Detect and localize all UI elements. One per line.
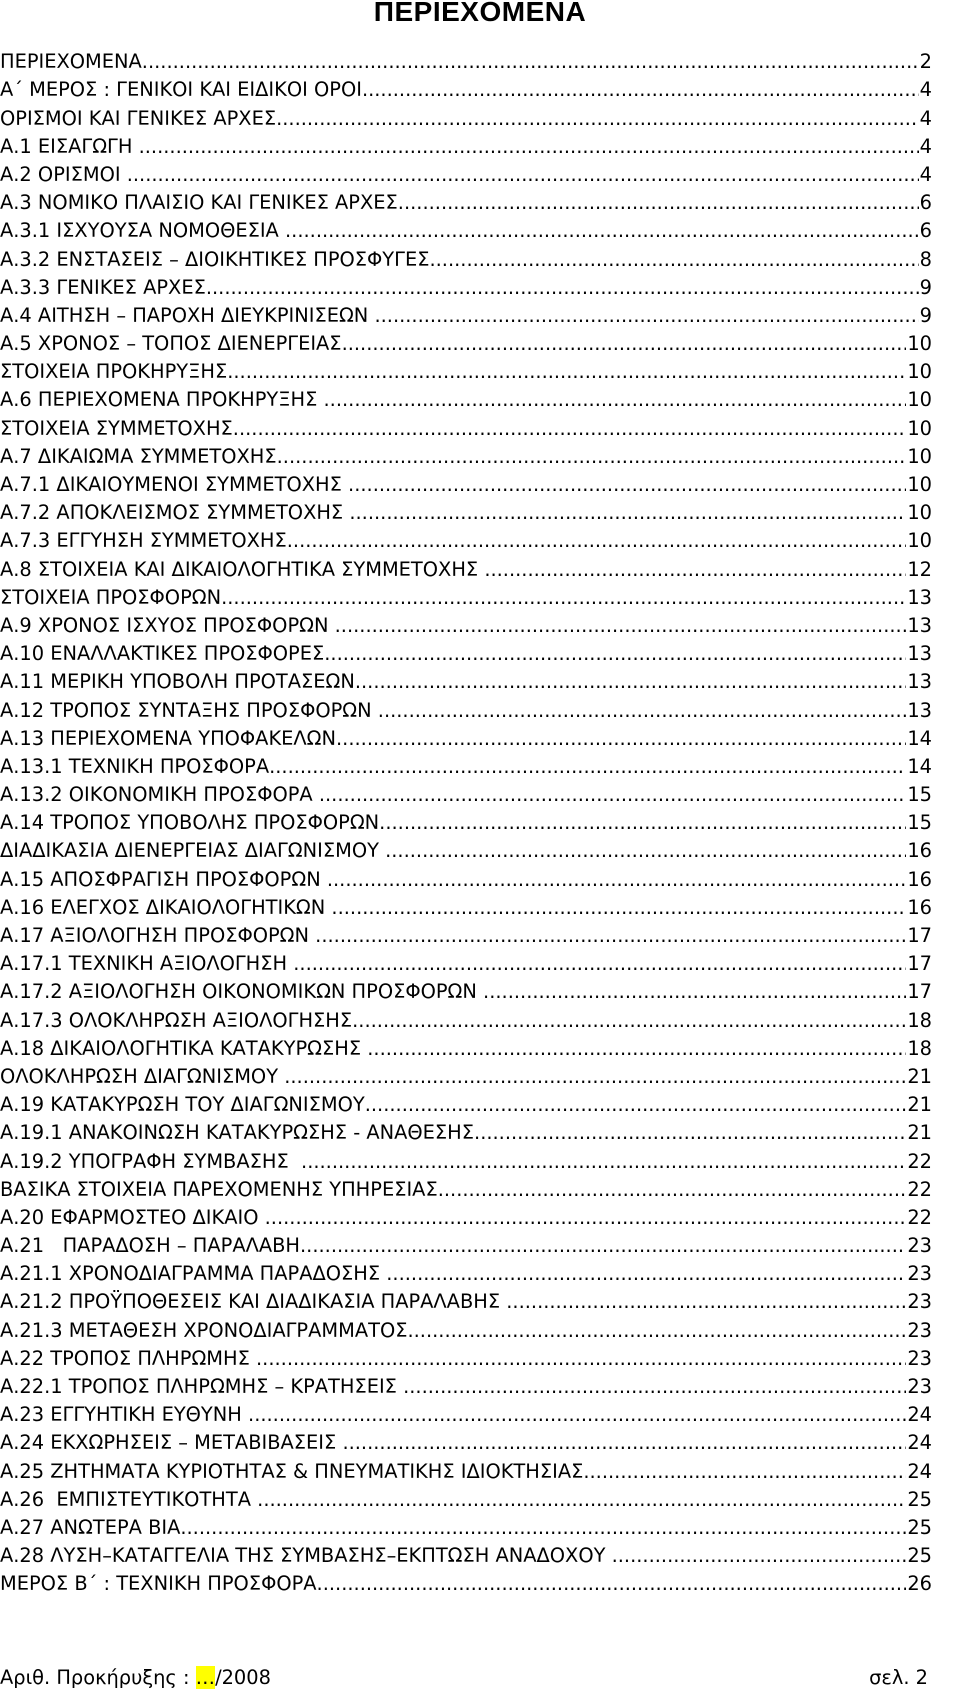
toc-entry[interactable] bbox=[0, 214, 932, 242]
toc-entry-label: ΔΙΑΔΙΚΑΣΙΑ ΔΙΕΝΕΡΓΕΙΑΣ ΔΙΑΓΩΝΙΣΜΟΥ bbox=[0, 839, 386, 863]
toc-dot-leader bbox=[301, 1151, 906, 1173]
toc-dot-leader bbox=[355, 671, 906, 693]
toc-entry[interactable] bbox=[0, 919, 932, 947]
toc-entry-page: 10 bbox=[907, 388, 932, 412]
toc-dot-leader bbox=[319, 784, 906, 806]
toc-entry-page: 10 bbox=[907, 473, 932, 496]
toc-dot-leader bbox=[277, 446, 907, 468]
toc-dot-leader bbox=[386, 1263, 906, 1285]
toc-entry[interactable] bbox=[0, 1173, 932, 1201]
toc-entry-page: 22 bbox=[907, 1205, 932, 1229]
toc-dot-leader bbox=[180, 1517, 906, 1539]
toc-entry-page: 26 bbox=[907, 1572, 932, 1596]
toc-entry-label: Α.13 ΠΕΡΙΕΧΟΜΕΝΑ ΥΠΟΦΑΚΕΛΩΝ bbox=[0, 726, 336, 750]
toc-dot-leader bbox=[221, 587, 906, 609]
toc-entry[interactable] bbox=[0, 440, 932, 468]
toc-entry[interactable] bbox=[0, 862, 932, 890]
toc-entry[interactable] bbox=[0, 1116, 932, 1144]
toc-entry[interactable] bbox=[0, 1483, 932, 1511]
toc-dot-leader bbox=[367, 1038, 906, 1060]
toc-dot-leader bbox=[300, 1235, 906, 1257]
toc-entry-label: ΟΡΙΣΜΟΙ ΚΑΙ ΓΕΝΙΚΕΣ ΑΡΧΕΣ bbox=[0, 106, 277, 130]
toc-entry-page: 2 bbox=[919, 50, 932, 74]
toc-entry[interactable] bbox=[0, 158, 932, 186]
toc-entry-label: ΜΕΡΟΣ Β΄ : ΤΕΧΝΙΚΗ ΠΡΟΣΦΟΡΑ bbox=[0, 1572, 317, 1596]
toc-entry-page: 13 bbox=[907, 613, 932, 637]
toc-entry-label: Α.11 ΜΕΡΙΚΗ ΥΠΟΒΟΛΗ ΠΡΟΤΑΣΕΩΝ bbox=[0, 670, 355, 694]
toc-entry[interactable] bbox=[0, 806, 932, 834]
toc-entry-page: 23 bbox=[907, 1375, 932, 1398]
toc-entry-label: Α.19.1 ΑΝΑΚΟΙΝΩΣΗ ΚΑΤΑΚΥΡΩΣΗΣ - ΑΝΑΘΕΣΗΣ bbox=[0, 1121, 475, 1145]
toc-entry[interactable] bbox=[0, 1539, 932, 1567]
toc-entry[interactable] bbox=[0, 609, 932, 637]
toc-dot-leader bbox=[248, 1404, 906, 1426]
toc-dot-leader bbox=[365, 1094, 907, 1116]
toc-entry[interactable] bbox=[0, 1003, 932, 1031]
toc-entry[interactable] bbox=[0, 73, 932, 101]
toc-entry-label: Α.7.1 ΔΙΚΑΙΟΥΜΕΝΟΙ ΣΥΜΜΕΤΟΧΗΣ bbox=[0, 473, 349, 496]
toc-entry[interactable] bbox=[0, 891, 932, 919]
toc-entry-page: 23 bbox=[907, 1346, 932, 1370]
toc-dot-leader bbox=[474, 1122, 906, 1144]
toc-entry-label: Α.19 ΚΑΤΑΚΥΡΩΣΗ ΤΟΥ ΔΙΑΓΩΝΙΣΜΟΥ bbox=[0, 1093, 365, 1117]
toc-entry-label: Α.17 ΑΞΙΟΛΟΓΗΣΗ ΠΡΟΣΦΟΡΩΝ bbox=[0, 924, 316, 947]
toc-entry-label: Α.22.1 ΤΡΟΠΟΣ ΠΛΗΡΩΜΗΣ – ΚΡΑΤΗΣΕΙΣ bbox=[0, 1375, 404, 1398]
toc-entry-page: 23 bbox=[907, 1290, 932, 1314]
page-footer bbox=[0, 1666, 928, 1690]
toc-entry[interactable] bbox=[0, 383, 932, 411]
footer-page-number: σελ. 2 bbox=[869, 1666, 928, 1689]
toc-dot-leader bbox=[438, 1179, 907, 1201]
toc-entry-label: Α.3.3 ΓΕΝΙΚΕΣ ΑΡΧΕΣ bbox=[0, 275, 206, 299]
toc-entry-page: 4 bbox=[919, 162, 932, 186]
toc-entry-label: Α.27 ΑΝΩΤΕΡΑ ΒΙΑ bbox=[0, 1515, 181, 1539]
toc-entry-label: Α.7.2 ΑΠΟΚΛΕΙΣΜΟΣ ΣΥΜΜΕΤΟΧΗΣ bbox=[0, 501, 350, 525]
toc-entry-page: 13 bbox=[907, 585, 932, 609]
toc-dot-leader bbox=[142, 51, 919, 73]
toc-entry-label: ΠΕΡΙΕΧΟΜΕΝΑ bbox=[0, 50, 142, 74]
toc-dot-leader bbox=[206, 277, 919, 299]
footer-reference bbox=[0, 1666, 271, 1690]
toc-entry-page: 22 bbox=[907, 1149, 932, 1173]
toc-entry-label: Α.16 ΕΛΕΓΧΟΣ ΔΙΚΑΙΟΛΟΓΗΤΙΚΩΝ bbox=[0, 895, 332, 919]
toc-entry-page: 25 bbox=[907, 1544, 932, 1568]
footer-reference-suffix: /2008 bbox=[215, 1666, 271, 1689]
toc-dot-leader bbox=[227, 361, 906, 383]
toc-dot-leader bbox=[612, 1545, 907, 1567]
toc-entry-label: Α.3.1 ΙΣΧΥΟΥΣΑ ΝΟΜΟΘΕΣΙΑ bbox=[0, 219, 285, 243]
toc-entry[interactable] bbox=[0, 299, 932, 327]
toc-entry-label: Α.9 ΧΡΟΝΟΣ ΙΣΧΥΟΣ ΠΡΟΣΦΟΡΩΝ bbox=[0, 613, 335, 637]
toc-dot-leader bbox=[407, 1320, 906, 1342]
page-title: ΠΕΡΙΕΧΟΜΕΝΑ bbox=[373, 0, 587, 27]
toc-entry[interactable] bbox=[0, 327, 932, 355]
toc-entry[interactable] bbox=[0, 1426, 932, 1454]
toc-dot-leader bbox=[403, 1376, 906, 1398]
toc-entry-page: 17 bbox=[907, 980, 932, 1004]
toc-entry-page: 17 bbox=[907, 924, 932, 947]
toc-dot-leader bbox=[483, 981, 906, 1003]
toc-entry-label: Α.24 ΕΚΧΩΡΗΣΕΙΣ – ΜΕΤΑΒΙΒΑΣΕΙΣ bbox=[0, 1431, 343, 1455]
toc-entry[interactable] bbox=[0, 693, 932, 721]
toc-entry[interactable] bbox=[0, 1201, 932, 1229]
toc-entry[interactable] bbox=[0, 1257, 932, 1285]
toc-entry[interactable] bbox=[0, 186, 932, 214]
toc-entry[interactable] bbox=[0, 1454, 932, 1482]
toc-entry-page: 21 bbox=[907, 1064, 932, 1088]
toc-entry[interactable] bbox=[0, 411, 932, 439]
toc-entry-page: 12 bbox=[907, 557, 932, 581]
toc-dot-leader bbox=[269, 756, 906, 778]
toc-entry-label: Α.17.1 ΤΕΧΝΙΚΗ ΑΞΙΟΛΟΓΗΣΗ bbox=[0, 952, 294, 976]
toc-entry[interactable] bbox=[0, 242, 932, 270]
toc-entry-page: 23 bbox=[907, 1318, 932, 1342]
toc-entry-page: 16 bbox=[907, 895, 932, 919]
toc-entry[interactable] bbox=[0, 1313, 932, 1341]
toc-entry-page: 17 bbox=[907, 952, 932, 976]
toc-entry-label: Α.23 ΕΓΓΥΗΤΙΚΗ ΕΥΘΥΝΗ bbox=[0, 1403, 249, 1427]
toc-entry-label: Α.2 ΟΡΙΣΜΟΙ bbox=[0, 162, 127, 186]
toc-dot-leader bbox=[265, 1207, 907, 1229]
toc-entry-label: Α.25 ΖΗΤΗΜΑΤΑ ΚΥΡΙΟΤΗΤΑΣ & ΠΝΕΥΜΑΤΙΚΗΣ ΙΔΙΟΚΤΗΣΙΑΣ bbox=[0, 1459, 584, 1483]
toc-entry[interactable] bbox=[0, 637, 932, 665]
toc-entry-label: Α.3.2 ΕΝΣΤΑΣΕΙΣ – ΔΙΟΙΚΗΤΙΚΕΣ ΠΡΟΣΦΥΓΕΣ bbox=[0, 247, 430, 271]
toc-entry-page: 10 bbox=[907, 501, 932, 525]
toc-entry-page: 18 bbox=[907, 1008, 932, 1032]
toc-entry-page: 14 bbox=[907, 726, 932, 750]
toc-dot-leader bbox=[324, 643, 906, 665]
toc-entry[interactable] bbox=[0, 130, 932, 158]
toc-entry-page: 16 bbox=[907, 839, 932, 863]
toc-entry[interactable] bbox=[0, 524, 932, 552]
toc-entry-label: Α.21.1 ΧΡΟΝΟΔΙΑΓΡΑΜΜΑ ΠΑΡΑΔΟΣΗΣ bbox=[0, 1262, 387, 1286]
toc-dot-leader bbox=[331, 897, 906, 919]
toc-dot-leader bbox=[378, 700, 907, 722]
toc-entry-label: Α.19.2 ΥΠΟΓΡΑΦΗ ΣΥΜΒΑΣΗΣ bbox=[0, 1149, 302, 1173]
toc-entry[interactable] bbox=[0, 665, 932, 693]
toc-dot-leader bbox=[336, 728, 906, 750]
toc-dot-leader bbox=[284, 1066, 906, 1088]
toc-entry-label: Α.7.3 ΕΓΓΥΗΣΗ ΣΥΜΜΕΤΟΧΗΣ bbox=[0, 529, 287, 553]
toc-dot-leader bbox=[315, 925, 906, 947]
toc-entry[interactable] bbox=[0, 1229, 932, 1257]
toc-entry-label: Α.5 ΧΡΟΝΟΣ – ΤΟΠΟΣ ΔΙΕΝΕΡΓΕΙΑΣ bbox=[0, 332, 342, 356]
toc-entry-label: Α.8 ΣΤΟΙΧΕΙΑ ΚΑΙ ΔΙΚΑΙΟΛΟΓΗΤΙΚΑ ΣΥΜΜΕΤΟΧΗΣ bbox=[0, 557, 485, 581]
toc-entry-page: 10 bbox=[907, 444, 932, 468]
toc-entry-label: Α.12 ΤΡΟΠΟΣ ΣΥΝΤΑΞΗΣ ΠΡΟΣΦΟΡΩΝ bbox=[0, 698, 378, 722]
toc-dot-leader bbox=[362, 79, 919, 101]
toc-entry[interactable] bbox=[0, 581, 932, 609]
footer-reference-blank: … bbox=[195, 1666, 216, 1689]
toc-entry-page: 8 bbox=[919, 247, 932, 271]
toc-entry[interactable] bbox=[0, 750, 932, 778]
toc-entry-label: Α.22 ΤΡΟΠΟΣ ΠΛΗΡΩΜΗΣ bbox=[0, 1346, 256, 1370]
toc-entry-label: Α.17.2 ΑΞΙΟΛΟΓΗΣΗ ΟΙΚΟΝΟΜΙΚΩΝ ΠΡΟΣΦΟΡΩΝ bbox=[0, 980, 484, 1004]
toc-dot-leader bbox=[348, 474, 906, 496]
toc-dot-leader bbox=[317, 1573, 907, 1595]
toc-entry-page: 9 bbox=[919, 303, 932, 327]
toc-entry[interactable] bbox=[0, 1567, 932, 1595]
toc-entry[interactable] bbox=[0, 101, 932, 129]
toc-entry-label: ΣΤΟΙΧΕΙΑ ΠΡΟΚΗΡΥΞΗΣ bbox=[0, 360, 228, 384]
toc-entry-label: Α.18 ΔΙΚΑΙΟΛΟΓΗΤΙΚΑ ΚΑΤΑΚΥΡΩΣΗΣ bbox=[0, 1036, 368, 1060]
toc-entry-label: Α.26 ΕΜΠΙΣΤΕΥΤΙΚΟΤΗΤΑ bbox=[0, 1487, 258, 1511]
toc-dot-leader bbox=[484, 559, 906, 581]
toc-entry-page: 18 bbox=[907, 1036, 932, 1060]
toc-entry-page: 16 bbox=[907, 867, 932, 891]
toc-dot-leader bbox=[233, 418, 907, 440]
toc-entry-label: Α΄ ΜΕΡΟΣ : ΓΕΝΙΚΟΙ ΚΑΙ ΕΙΔΙΚΟΙ ΟΡΟΙ bbox=[0, 78, 362, 102]
toc-entry-label: Α.13.2 ΟΙΚΟΝΟΜΙΚΗ ΠΡΟΣΦΟΡΑ bbox=[0, 783, 319, 807]
toc-dot-leader bbox=[335, 615, 907, 637]
table-of-contents bbox=[0, 45, 932, 1595]
toc-entry-page: 14 bbox=[907, 754, 932, 778]
toc-entry[interactable] bbox=[0, 496, 932, 524]
toc-entry-page: 4 bbox=[919, 106, 932, 130]
toc-dot-leader bbox=[352, 1010, 906, 1032]
toc-entry-page: 6 bbox=[919, 191, 932, 215]
toc-dot-leader bbox=[327, 869, 906, 891]
toc-entry[interactable] bbox=[0, 1285, 932, 1313]
toc-dot-leader bbox=[276, 108, 919, 130]
toc-dot-leader bbox=[398, 192, 919, 214]
toc-dot-leader bbox=[385, 840, 906, 862]
toc-entry-page: 25 bbox=[907, 1487, 932, 1511]
toc-dot-leader bbox=[285, 220, 919, 242]
toc-dot-leader bbox=[127, 164, 919, 186]
toc-entry-page: 21 bbox=[907, 1121, 932, 1145]
toc-entry[interactable] bbox=[0, 355, 932, 383]
toc-entry[interactable] bbox=[0, 778, 932, 806]
toc-entry-label: Α.15 ΑΠΟΣΦΡΑΓΙΣΗ ΠΡΟΣΦΟΡΩΝ bbox=[0, 867, 327, 891]
toc-entry-page: 13 bbox=[907, 670, 932, 694]
toc-dot-leader bbox=[324, 389, 907, 411]
toc-entry[interactable] bbox=[0, 975, 932, 1003]
toc-entry-page: 15 bbox=[907, 811, 932, 835]
toc-entry-page: 10 bbox=[907, 332, 932, 356]
toc-entry-label: Α.21.2 ΠΡΟΫΠΟΘΕΣΕΙΣ ΚΑΙ ΔΙΑΔΙΚΑΣΙΑ ΠΑΡΑΛΑΒΗΣ bbox=[0, 1290, 507, 1314]
toc-entry-label: Α.6 ΠΕΡΙΕΧΟΜΕΝΑ ΠΡΟΚΗΡΥΞΗΣ bbox=[0, 388, 324, 412]
toc-entry-page: 15 bbox=[907, 783, 932, 807]
toc-entry[interactable] bbox=[0, 1342, 932, 1370]
toc-entry-label: Α.10 ΕΝΑΛΛΑΚΤΙΚΕΣ ΠΡΟΣΦΟΡΕΣ bbox=[0, 642, 325, 666]
toc-entry-label: Α.13.1 ΤΕΧΝΙΚΗ ΠΡΟΣΦΟΡΑ bbox=[0, 754, 270, 778]
toc-entry-page: 10 bbox=[907, 529, 932, 553]
toc-entry-label: Α.21.3 ΜΕΤΑΘΕΣΗ ΧΡΟΝΟΔΙΑΓΡΑΜΜΑΤΟΣ bbox=[0, 1318, 408, 1342]
toc-entry[interactable] bbox=[0, 1032, 932, 1060]
toc-entry-page: 24 bbox=[907, 1459, 932, 1483]
toc-entry-label: Α.3 ΝΟΜΙΚΟ ΠΛΑΙΣΙΟ ΚΑΙ ΓΕΝΙΚΕΣ ΑΡΧΕΣ bbox=[0, 191, 398, 215]
toc-entry-label: Α.20 ΕΦΑΡΜΟΣΤΕΟ ΔΙΚΑΙΟ bbox=[0, 1205, 265, 1229]
toc-entry-page: 23 bbox=[907, 1234, 932, 1258]
toc-entry[interactable] bbox=[0, 1088, 932, 1116]
toc-entry-page: 9 bbox=[919, 275, 932, 299]
toc-entry-label: Α.1 ΕΙΣΑΓΩΓΗ bbox=[0, 134, 139, 158]
toc-entry[interactable] bbox=[0, 271, 932, 299]
toc-entry-label: Α.28 ΛΥΣΗ–ΚΑΤΑΓΓΕΛΙΑ ΤΗΣ ΣΥΜΒΑΣΗΣ–ΕΚΠΤΩΣΗ ΑΝΑΔΟΧΟΥ bbox=[0, 1544, 612, 1568]
toc-entry-page: 4 bbox=[919, 134, 932, 158]
toc-dot-leader bbox=[257, 1489, 906, 1511]
toc-dot-leader bbox=[342, 1432, 906, 1454]
toc-dot-leader bbox=[506, 1291, 906, 1313]
toc-entry-label: Α.7 ΔΙΚΑΙΩΜΑ ΣΥΜΜΕΤΟΧΗΣ bbox=[0, 444, 277, 468]
toc-dot-leader bbox=[342, 333, 907, 355]
toc-dot-leader bbox=[374, 305, 918, 327]
toc-dot-leader bbox=[379, 812, 906, 834]
toc-entry[interactable] bbox=[0, 834, 932, 862]
toc-entry-label: ΒΑΣΙΚΑ ΣΤΟΙΧΕΙΑ ΠΑΡΕΧΟΜΕΝΗΣ ΥΠΗΡΕΣΙΑΣ bbox=[0, 1177, 438, 1201]
toc-entry-page: 4 bbox=[919, 78, 932, 102]
toc-entry-label: ΣΤΟΙΧΕΙΑ ΣΥΜΜΕΤΟΧΗΣ bbox=[0, 416, 233, 440]
toc-entry-page: 24 bbox=[907, 1431, 932, 1455]
toc-entry-page: 13 bbox=[907, 642, 932, 666]
toc-entry[interactable] bbox=[0, 1060, 932, 1088]
toc-entry[interactable] bbox=[0, 45, 932, 73]
toc-entry[interactable] bbox=[0, 1511, 932, 1539]
toc-entry[interactable] bbox=[0, 552, 932, 580]
toc-dot-leader bbox=[287, 530, 907, 552]
toc-entry-label: Α.4 ΑΙΤΗΣΗ – ΠΑΡΟΧΗ ΔΙΕΥΚΡΙΝΙΣΕΩΝ bbox=[0, 303, 375, 327]
toc-entry[interactable] bbox=[0, 468, 932, 496]
toc-entry[interactable] bbox=[0, 1398, 932, 1426]
toc-entry[interactable] bbox=[0, 947, 932, 975]
toc-dot-leader bbox=[349, 502, 906, 524]
toc-entry-page: 22 bbox=[907, 1177, 932, 1201]
toc-dot-leader bbox=[139, 136, 919, 158]
toc-entry-page: 23 bbox=[907, 1262, 932, 1286]
toc-entry-page: 25 bbox=[907, 1515, 932, 1539]
toc-entry-label: Α.14 ΤΡΟΠΟΣ ΥΠΟΒΟΛΗΣ ΠΡΟΣΦΟΡΩΝ bbox=[0, 811, 380, 835]
toc-entry-page: 13 bbox=[907, 698, 932, 722]
toc-entry-page: 6 bbox=[919, 219, 932, 243]
toc-dot-leader bbox=[583, 1461, 906, 1483]
toc-entry-page: 24 bbox=[907, 1403, 932, 1427]
toc-dot-leader bbox=[293, 953, 906, 975]
toc-dot-leader bbox=[429, 249, 918, 271]
toc-dot-leader bbox=[256, 1348, 906, 1370]
toc-entry-label: Α.21 ΠΑΡΑΔΟΣΗ – ΠΑΡΑΛΑΒΗ bbox=[0, 1234, 300, 1258]
toc-entry-page: 21 bbox=[907, 1093, 932, 1117]
toc-entry[interactable] bbox=[0, 722, 932, 750]
toc-entry[interactable] bbox=[0, 1370, 932, 1398]
toc-entry-label: Α.17.3 ΟΛΟΚΛΗΡΩΣΗ ΑΞΙΟΛΟΓΗΣΗΣ bbox=[0, 1008, 353, 1032]
toc-entry-label: ΣΤΟΙΧΕΙΑ ΠΡΟΣΦΟΡΩΝ bbox=[0, 585, 222, 609]
toc-entry-label: ΟΛΟΚΛΗΡΩΣΗ ΔΙΑΓΩΝΙΣΜΟΥ bbox=[0, 1064, 285, 1088]
toc-entry-page: 10 bbox=[907, 360, 932, 384]
toc-entry[interactable] bbox=[0, 1144, 932, 1172]
toc-entry-page: 10 bbox=[907, 416, 932, 440]
footer-reference-prefix: Αριθ. Προκήρυξης : bbox=[0, 1666, 196, 1689]
